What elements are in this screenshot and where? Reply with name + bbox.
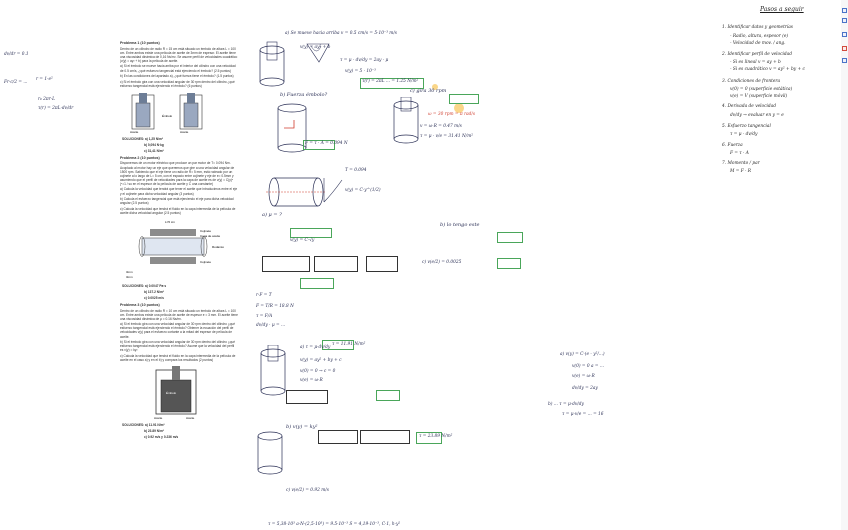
note-far-left-1: dv/dr = 0.1	[4, 52, 29, 57]
note-1v: a) τ = μ·dv/dy	[300, 345, 331, 350]
note-r4: dv/dy = 2ay	[572, 386, 598, 391]
problem-3-solution-b: b) 23.89 N/m²	[144, 428, 164, 433]
step-2a: - Si es lineal v = ay + b	[730, 60, 781, 65]
problem-3-part-b: b) Si el émbolo gira con una velocidad angular de 30 rpm dentro del cilindro ¿qué esfuerzo tangencial está ejerciendo el émbolo? Asume que la velocidad del perfil es v(y) = ky²	[120, 340, 235, 353]
note-r1: a) v(y) = C·(e - y²/...)	[560, 352, 605, 357]
note-1f: b) Fuerza émbolo?	[280, 92, 328, 98]
note-1n: T = 0.094	[345, 168, 367, 173]
result-box-9	[376, 390, 400, 401]
equation-box-2	[314, 256, 358, 272]
note-1ad: τ = 5,38·10³ a·N·(2,5·10³) = 9.5·10⁻³ S = 4,19·10⁻³, C·1, h·y²	[268, 522, 401, 527]
result-box-4	[290, 228, 332, 238]
steps-title: Pasos a seguir	[760, 6, 804, 13]
fig1-label-aceite: Aceite	[130, 130, 139, 134]
step-1b: - Velocidad de mov. / ang.	[730, 41, 786, 46]
problem-1-part-a: a) Si el émbolo se mueve hacia arriba por el interior del cilindro con una velocidad de 0.5 cm/s, ¿qué esfuerzo tangencial está ejerciendo el émbolo? (2.5 puntos)	[120, 64, 236, 73]
problem-2-statement: Disponemos de un motor eléctrico que produce un par motor de T= 0.094 Nm. Acoplado al motor hay un eje que queremos que gire a una velocidad angular de 1500 rpm. Sabiendo que el eje tiene un radio de R= 5 mm, está rodeado por un cojinete a lo largo de L= 5 cm, con el espacio entre cojinete y eje de e= 0.5mm y asumiendo que el perfil de velocidades para la capa de aceite es de v(y) = C(y)ⁿ (ⁿ=1 / su en el espesor de la película de aceite y C una constante)	[120, 161, 235, 186]
note-1g: F = τ · A = 0.094 N	[305, 141, 348, 146]
problem-1-part-b: b) En las condiciones del apartado a), ¿qué fuerza tiene el émbolo? (1.5 puntos)	[120, 74, 234, 79]
note-r6: τ = μ·v/e = ... = 16	[562, 412, 604, 417]
fig2-label-length: L=5 cm	[165, 219, 175, 224]
result-box-5	[497, 232, 523, 243]
problem-3-title: Problema 3 (10 puntos)	[120, 302, 160, 307]
problem-1-statement: Dentro de un cilindro de radio R = 15 cm está situado un émbolo de altura L = 100 cm. Entre ambos existe una película de aceite de 3mm de espesor. El aceite tiene una viscosidad dinámica de 0,16 Ns/m². Se asume perfil de velocidades cuadrático (v(y) = ay² + b) para la película de aceite.	[120, 46, 238, 63]
toolbar-pen-button[interactable]	[842, 18, 847, 23]
note-r2: v(0) = 0 a = ...	[572, 364, 604, 369]
fig3-label-aceite: Aceite	[154, 415, 163, 420]
note-1r: dv/dy · μ = ...	[256, 323, 286, 328]
fig3-label-embolo: Émbolo	[166, 390, 177, 395]
fig2-label-rodamio: Rodamio	[212, 244, 225, 249]
result-box-3	[449, 94, 479, 104]
problem-3-statement: Dentro de un cilindro de radio R = 10 cm está situado un émbolo de altura L = 100 cm. Entre ambos existe una película de aceite de espesor e = 3 mm. El aceite tiene una viscosidad dinámica de μ = 0.16 Ns/m².	[120, 308, 238, 321]
step-6: 6. Fuerza	[722, 143, 743, 148]
note-1h: c) gira 30 rpm	[410, 88, 447, 94]
note-1w: v(y) = ay² + by + c	[300, 358, 342, 363]
step-3a: v(0) = 0 (superficie estática)	[730, 87, 793, 92]
note-r3: v(e) = ω·R	[572, 374, 595, 379]
step-3: 3. Condiciones de frontera	[722, 79, 781, 84]
problem-1-solution-c: c) 31,41 N/m²	[144, 148, 164, 153]
equation-box-3	[366, 256, 398, 272]
problem-2-solution-a: SOLUCIONES: a) 0.0047 Pa·s	[122, 283, 167, 288]
step-4a: dv/dy → evaluar en y = e	[730, 113, 784, 118]
note-far-left-5: τ(r) = 2πL·dv/dr	[38, 106, 74, 111]
fig2-label-3mm-2: 3mm	[126, 274, 133, 279]
problem-3-part-c: c) Calcula la velocidad que tendrá el fluido en la capa intermedia de la película de aceite en el caso a) y en el b) y compara los resultados (2 puntos)	[120, 353, 236, 363]
side-toolbar	[841, 0, 848, 530]
equation-box-6	[360, 430, 410, 444]
note-1i: ω = 30 rpm = π rad/s	[428, 112, 476, 117]
note-1y: v(e) = ω·R	[300, 378, 323, 383]
equation-box-1	[262, 256, 310, 272]
note-far-left-4: r₀ 2πr·L	[38, 97, 55, 102]
note-1k: τ = μ · v/e = 31.41 N/m²	[420, 134, 474, 139]
problem-2-title: Problema 2 (10 puntos)	[120, 155, 160, 160]
step-1a: - Radio, altura, espesor (e)	[730, 34, 789, 39]
note-1p: F = T/R = 18.8 N	[256, 304, 294, 309]
problem-1-solution-a: SOLUCIONES: a) 1,25 N/m²	[122, 136, 163, 141]
fig2-label-capa: Capa de aceite	[200, 233, 221, 238]
toolbar-select-button[interactable]	[842, 8, 847, 13]
step-7a: M = F · R	[730, 169, 752, 174]
problem-1-solution-b: b) 0,094 N·kg	[144, 142, 164, 147]
fig2-label-cojinete-2: Cojinete	[200, 259, 212, 264]
problem-3-part-a: a) Si el émbolo gira con una velocidad angular de 30 rpm dentro del cilindro ¿qué esfuerzo tangencial está ejerciendo el émbolo? Obtener la ecuación del perfil de velocidades v(y) para el esfuerzo cortante a la mitad del espesor de película de aceite.	[120, 322, 235, 339]
step-5: 5. Esfuerzo tangencial	[722, 124, 771, 129]
problem-2-figure	[120, 217, 238, 281]
step-3b: v(e) = V (superficie móvil)	[730, 94, 788, 99]
step-6a: F = τ · A	[730, 151, 749, 156]
problem-3-solution-a: SOLUCIONES: a) 11.91 N/m²	[122, 422, 165, 427]
problem-3-solution-c: c) 0.92 m/s y 0.236 m/s	[144, 434, 179, 439]
toolbar-eraser-button[interactable]	[842, 46, 847, 51]
note-1ab: τ = 23.89 N/m²	[419, 434, 453, 439]
note-1z: τ = 11.91 N/m²	[332, 342, 366, 347]
problem-1-figure	[120, 89, 238, 133]
fig2-label-3mm: 3mm	[126, 269, 133, 274]
step-2b: - Si es cuadrático v = ay² + by + c	[730, 67, 805, 72]
sketch-cylinder-3	[388, 97, 428, 147]
note-1ac: c) v(e/2) = 0.92 m/s	[286, 488, 329, 493]
result-box-6	[497, 258, 521, 269]
note-1e: τ(r) = 2πL ... = 1.25 N/m²	[362, 79, 419, 84]
note-1t: b) lo tengo este	[440, 222, 480, 228]
note-r5: b) ... τ = μ·dv/dy	[548, 402, 584, 407]
result-box-7	[300, 278, 334, 289]
note-1o: r·F = T	[256, 293, 272, 298]
fig3-label-aceite-2: Aceite	[186, 415, 195, 420]
note-1u: c) v(e/2) = 0.0025	[422, 260, 462, 265]
step-7: 7. Momento / par	[722, 161, 760, 166]
fig1-label-aceite-2: Aceite	[180, 130, 189, 134]
note-1m: v(y) = C·y^(1/2)	[345, 188, 381, 193]
step-5a: τ = μ · dv/dy	[730, 132, 758, 137]
fig1-label-embolo: Émbolo	[162, 114, 173, 119]
problem-1-part-c: c) Si el émbolo gira con una velocidad angular de 30 rpm dentro del cilindro ¿qué esfuerzo tangencial está ejerciendo el émbolo? (6 puntos)	[120, 79, 235, 88]
toolbar-shape-button[interactable]	[842, 58, 847, 63]
note-1aa: b) v(y) = ky²	[286, 424, 318, 430]
note-far-left-2: Fr·c/2 = ...	[4, 80, 28, 85]
note-1j: v = ω·R = 0.47 m/s	[420, 124, 462, 129]
problem-2-part-a: a) Calcula la velocidad que tendrá que tener el aceite que introducimos entre el eje y el cojinete para dicha velocidad angular (3 puntos)	[120, 187, 238, 196]
note-1d: v(y) = 5 · 10⁻³	[345, 69, 376, 74]
note-1x: v(0) = 0 → c = 0	[300, 369, 336, 374]
note-1l: a) μ = ?	[262, 212, 282, 218]
step-1: 1. Identificar datos y geometrías	[722, 25, 793, 30]
problem-3-figure	[120, 364, 238, 420]
step-2: 2. Identificar perfil de velocidad	[722, 52, 792, 57]
note-1q: τ = F/A	[256, 314, 273, 319]
problem-2-solution-c: c) 0.0025 m/s	[144, 295, 164, 300]
problem-sheet	[120, 38, 238, 441]
note-1b: v(y) = ay² + b	[300, 45, 331, 50]
note-far-left-3: r = 1·e²	[36, 77, 53, 82]
problem-1-title: Problema 1 (10 puntos)	[120, 41, 160, 45]
problem-2-part-b: b) Calcula el esfuerzo tangencial que está ejerciendo el eje para dicha velocidad angular (2.5 puntos)	[120, 197, 234, 206]
equation-box-4	[286, 390, 328, 404]
note-1s: v(y) = C·√y	[290, 238, 315, 243]
fig2-label-cojinete: Cojinete	[200, 228, 212, 233]
problem-2-solution-b: b) 137.2 N/m²	[144, 289, 164, 294]
note-1c: τ = μ · dv/dy = 2ay · μ	[340, 58, 389, 63]
equation-box-5	[318, 430, 358, 444]
problem-2-part-c: c) Calcula la velocidad que tendrá el fluido en la capa intermedia de la película de aceite dicha velocidad angular (2.5 puntos)	[120, 206, 236, 215]
note-1a: a) Se mueve hacia arriba v = 0.5 cm/s = 5·10⁻³ m/s	[285, 31, 398, 36]
step-4: 4. Derivada de velocidad	[722, 104, 776, 109]
toolbar-text-button[interactable]	[842, 32, 847, 37]
sketch-cylinder-5	[252, 428, 292, 478]
